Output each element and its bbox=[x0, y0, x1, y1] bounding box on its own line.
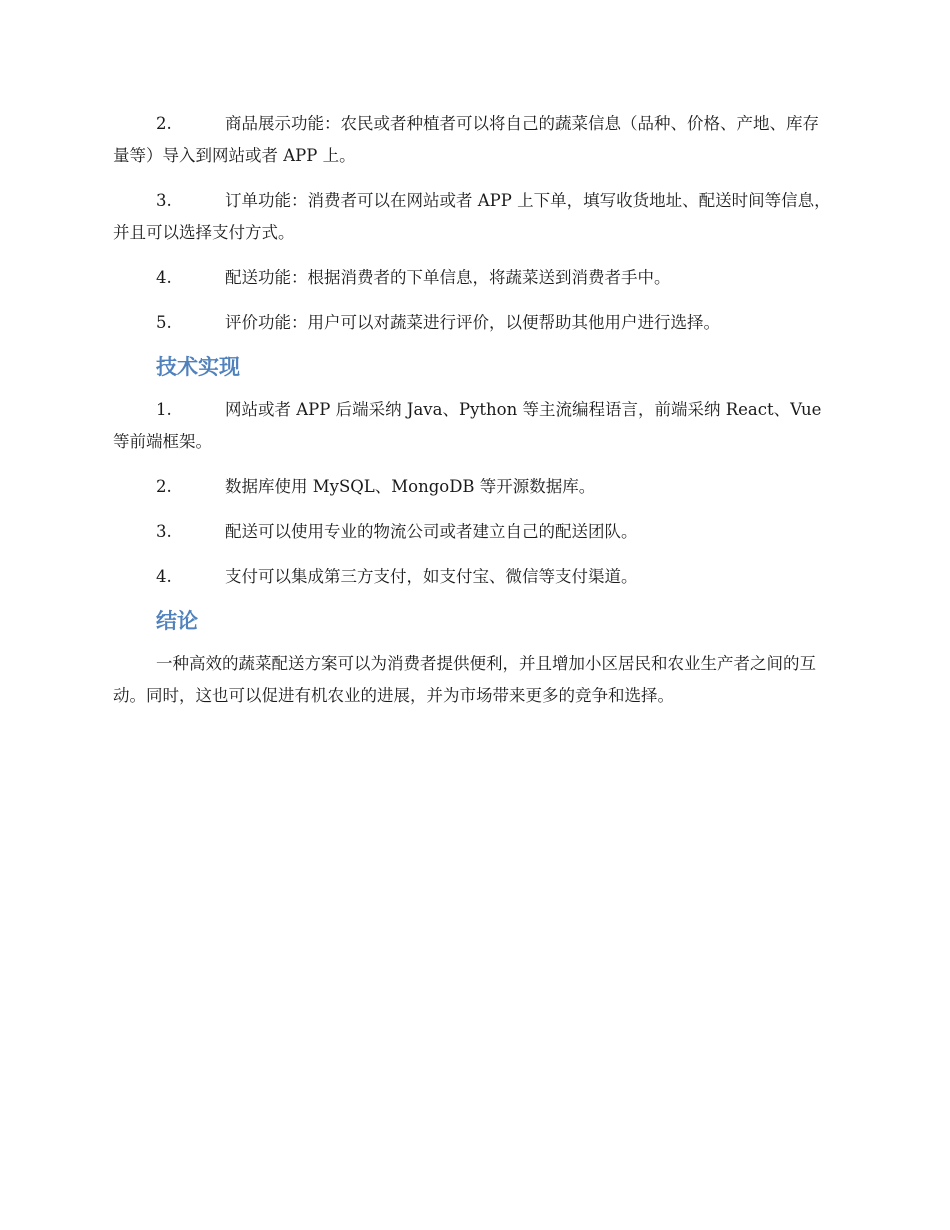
list-item-function-3 bbox=[113, 185, 833, 249]
list-text: 支付可以集成第三方支付，如支付宝、微信等支付渠道。 bbox=[225, 567, 638, 586]
list-number: 4. bbox=[156, 268, 172, 287]
list-text: 评价功能：用户可以对蔬菜进行评价，以便帮助其他用户进行选择。 bbox=[225, 313, 720, 332]
list-item-function-2 bbox=[113, 108, 833, 172]
list-number: 2. bbox=[156, 477, 172, 496]
list-text: 数据库使用 MySQL、MongoDB 等开源数据库。 bbox=[225, 477, 596, 496]
list-item-tech-4 bbox=[113, 561, 833, 593]
section-heading-conclusion: 结论 bbox=[156, 609, 198, 633]
list-number: 3. bbox=[156, 191, 172, 210]
list-number: 2. bbox=[156, 114, 172, 133]
list-text: 订单功能：消费者可以在网站或者 APP 上下单，填写收货地址、配送时间等信息，并且可以选择支付方式。 bbox=[113, 191, 831, 242]
list-number: 5. bbox=[156, 313, 172, 332]
conclusion-paragraph: 一种高效的蔬菜配送方案可以为消费者提供便利，并且增加小区居民和农业生产者之间的互动。同时，这也可以促进有机农业的进展，并为市场带来更多的竞争和选择。 bbox=[113, 654, 816, 705]
list-item-function-5 bbox=[113, 307, 833, 339]
list-item-function-4 bbox=[113, 262, 833, 294]
section-heading-tech: 技术实现 bbox=[156, 355, 240, 379]
list-text: 配送可以使用专业的物流公司或者建立自己的配送团队。 bbox=[225, 522, 638, 541]
list-item-tech-2 bbox=[113, 471, 833, 503]
list-text: 商品展示功能：农民或者种植者可以将自己的蔬菜信息（品种、价格、产地、库存量等）导入到网站或者 APP 上。 bbox=[113, 114, 819, 165]
list-text: 网站或者 APP 后端采纳 Java、Python 等主流编程语言，前端采纳 React、Vue 等前端框架。 bbox=[113, 400, 822, 451]
document-content bbox=[113, 108, 833, 712]
list-number: 4. bbox=[156, 567, 172, 586]
list-item-tech-3 bbox=[113, 516, 833, 548]
list-number: 1. bbox=[156, 400, 172, 419]
list-text: 配送功能：根据消费者的下单信息，将蔬菜送到消费者手中。 bbox=[225, 268, 671, 287]
list-item-tech-1 bbox=[113, 394, 833, 458]
list-number: 3. bbox=[156, 522, 172, 541]
